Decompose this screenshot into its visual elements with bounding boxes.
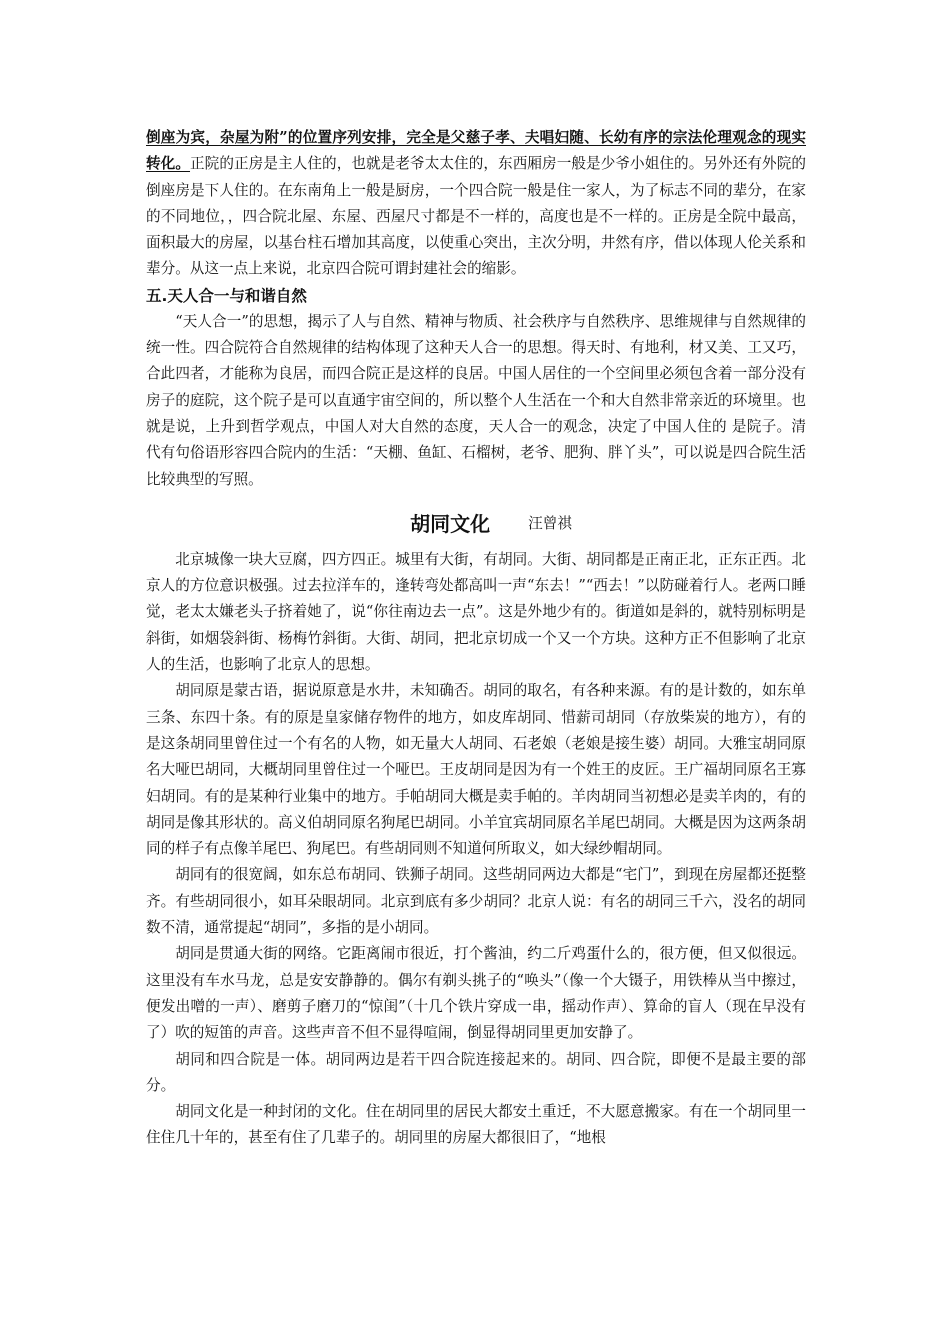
article-paragraph: 胡同原是蒙古语，据说原意是水井，未知确否。胡同的取名，有各种来源。有的是计数的，如东单三条、东四十条。有的原是皇家储存物件的地方，如皮库胡同、惜薪司胡同（存放柴炭的地方），有的是这条胡同里曾住过一个有名的人物，如无量大人胡同、石老娘（老娘是接生婆）胡同。大雅宝胡同原名大哑巴胡同，大概胡同里曾住过一个哑巴。王皮胡同是因为有一个姓王的皮匠。王广福胡同原名王寡妇胡同。有的是某种行业集中的地方。手帕胡同大概是卖手帕的。羊肉胡同当初想必是卖羊肉的，有的胡同是像其形状的。高义伯胡同原名狗尾巴胡同。小羊宜宾胡同原名羊尾巴胡同。大概是因为这两条胡同的样子有点像羊尾巴、狗尾巴。有些胡同则不知道何所取义，如大绿纱帽胡同。 — [146, 682, 806, 858]
document-page — [146, 125, 806, 1152]
continued-paragraph — [146, 125, 806, 283]
article-author: 汪曾祺 — [528, 515, 572, 533]
article-paragraph: 胡同是贯通大街的网络。它距离闹市很近，打个酱油，约二斤鸡蛋什么的，很方便，但又似很远。这里没有车水马龙，总是安安静静的。偶尔有剃头挑子的“唤头”（像一个大镊子，用铁棒从当中擦过，便发出噌的一声）、磨剪子磨刀的“惊闺”（十几个铁片穿成一串，摇动作声）、算命的盲人（现在早没有了）吹的短笛的声音。这些声音不但不显得喧闹，倒显得胡同里更加安静了。 — [146, 945, 806, 1042]
article-paragraph: 胡同和四合院是一体。胡同两边是若干四合院连接起来的。胡同、四合院，即便不是最主要的部分。 — [146, 1050, 806, 1094]
article-paragraph: 胡同文化是一种封闭的文化。住在胡同里的居民大都安土重迁，不大愿意搬家。有在一个胡同里一住住几十年的，甚至有住了几辈子的。胡同里的房屋大都很旧了，“地根 — [146, 1103, 806, 1147]
article-paragraph: 胡同有的很宽阔，如东总布胡同、铁狮子胡同。这些胡同两边大都是“宅门”，到现在房屋都还挺整齐。有些胡同很小，如耳朵眼胡同。北京到底有多少胡同？北京人说：有名的胡同三千六，没名的胡同数不清，通常提起“胡同”，多指的是小胡同。 — [146, 866, 806, 937]
emphasized-text: 倒座为宾，杂屋为附”的位置序列安排，完全是父慈子孝、夫唱妇随、长幼有序的宗法伦理观念的现实转化。 — [146, 129, 806, 173]
section-heading: 五.天人合一与和谐自然 — [146, 286, 307, 305]
section-paragraph: “天人合一”的思想，揭示了人与自然、精神与物质、社会秩序与自然秩序、思维规律与自然规律的统一性。四合院符合自然规律的结构体现了这种天人合一的思想。得天时、有地利，材又美、工又巧，合此四者，才能称为良居，而四合院正是这样的良居。中国人居住的一个空间里必须包含着一部分没有房子的庭院，这个院子是可以直通宇宙空间的，所以整个人生活在一个和大自然非常亲近的环境里。也就是说，上升到哲学观点，中国人对大自然的态度，天人合一的观念，决定了中国人住的 是院子。清代有句俗语形容四合院内的生活：“天棚、鱼缸、石榴树，老爷、肥狗、胖丫头”，可以说是四合院生活比较典型的写照。 — [146, 312, 806, 488]
paragraph-text: 正院的正房是主人住的，也就是老爷太太住的，东西厢房一般是少爷小姐住的。另外还有外院的倒座房是下人住的。在东南角上一般是厨房，一个四合院一般是住一家人，为了标志不同的辈分，在家的不同地位，，四合院北屋、东屋、西屋尺寸都是不一样的，高度也是不一样的。正房是全院中最高，面积最大的房屋，以基台柱石增加其高度，以使重心突出，主次分明，井然有序，借以体现人伦关系和辈分。从这一点上来说，北京四合院可谓封建社会的缩影。 — [146, 155, 806, 278]
article-title: 胡同文化 — [410, 512, 491, 537]
article-paragraph: 北京城像一块大豆腐，四方四正。城里有大街，有胡同。大街、胡同都是正南正北，正东正西。北京人的方位意识极强。过去拉洋车的，逢转弯处都高叫一声“东去！”“西去！”以防碰着行人。老两口睡觉，老太太嫌老头子挤着她了，说“你往南边去一点”。这是外地少有的。街道如是斜的，就特别标明是斜街，如烟袋斜街、杨梅竹斜街。大街、胡同，把北京切成一个又一个方块。这种方正不但影响了北京人的生活，也影响了北京人的思想。 — [146, 550, 806, 674]
article-title-row — [146, 505, 806, 541]
